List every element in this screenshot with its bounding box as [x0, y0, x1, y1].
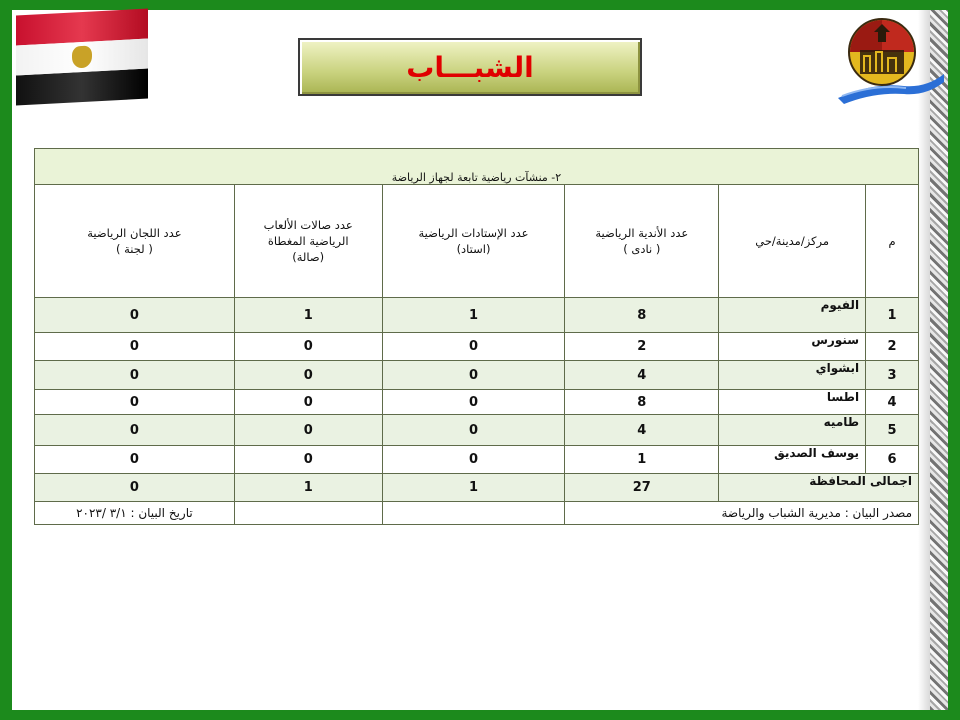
row-name: يوسف الصديق — [719, 446, 866, 474]
header-committees: عدد اللجان الرياضية ( لجنة ) — [35, 185, 235, 298]
total-halls: 1 — [234, 474, 382, 502]
row-index: 4 — [866, 390, 919, 415]
right-edge-shadow — [918, 10, 930, 710]
row-stadiums: 0 — [382, 446, 565, 474]
header-halls: عدد صالات الألعاب الرياضية المغطاة (صالة) — [234, 185, 382, 298]
table-header-row — [35, 185, 919, 298]
title-box — [298, 38, 642, 96]
row-index: 6 — [866, 446, 919, 474]
row-committees: 0 — [35, 390, 235, 415]
row-committees: 0 — [35, 415, 235, 446]
row-halls: 0 — [234, 415, 382, 446]
table-caption: ٢- منشآت رياضية تابعة لجهاز الرياضة — [35, 149, 919, 185]
row-halls: 1 — [234, 298, 382, 333]
row-clubs: 4 — [565, 361, 719, 390]
footer-row — [35, 502, 919, 525]
row-clubs: 2 — [565, 333, 719, 361]
data-source: مصدر البيان : مديرية الشباب والرياضة — [565, 502, 919, 525]
slide — [12, 10, 948, 710]
row-halls: 0 — [234, 446, 382, 474]
row-index: 2 — [866, 333, 919, 361]
data-date: تاريخ البيان : ٣/١ /٢٠٢٣ — [35, 502, 235, 525]
row-committees: 0 — [35, 298, 235, 333]
table-row — [35, 298, 919, 333]
row-clubs: 4 — [565, 415, 719, 446]
table-row — [35, 446, 919, 474]
row-committees: 0 — [35, 361, 235, 390]
total-committees: 0 — [35, 474, 235, 502]
row-halls: 0 — [234, 333, 382, 361]
total-clubs: 27 — [565, 474, 719, 502]
row-name: طاميه — [719, 415, 866, 446]
page-title: الشبـــاب — [406, 50, 534, 84]
chain-border-decoration — [930, 10, 948, 710]
row-halls: 0 — [234, 361, 382, 390]
row-name: الفيوم — [719, 298, 866, 333]
header-index: م — [866, 185, 919, 298]
row-name: اطسا — [719, 390, 866, 415]
footer-empty-cell — [234, 502, 382, 525]
table-row — [35, 333, 919, 361]
row-index: 1 — [866, 298, 919, 333]
row-stadiums: 0 — [382, 361, 565, 390]
row-clubs: 8 — [565, 390, 719, 415]
row-stadiums: 0 — [382, 333, 565, 361]
row-stadiums: 1 — [382, 298, 565, 333]
table-row — [35, 415, 919, 446]
footer-empty-cell — [382, 502, 565, 525]
row-index: 5 — [866, 415, 919, 446]
row-clubs: 8 — [565, 298, 719, 333]
row-stadiums: 0 — [382, 390, 565, 415]
table-caption-row — [35, 149, 919, 185]
row-name: ابشواي — [719, 361, 866, 390]
row-name: سنورس — [719, 333, 866, 361]
egypt-flag-icon — [16, 9, 148, 106]
header-stadiums: عدد الإستادات الرياضية (استاد) — [382, 185, 565, 298]
total-stadiums: 1 — [382, 474, 565, 502]
total-label: اجمالى المحافظة — [719, 474, 919, 502]
sports-facilities-table — [34, 148, 919, 525]
row-halls: 0 — [234, 390, 382, 415]
row-stadiums: 0 — [382, 415, 565, 446]
row-clubs: 1 — [565, 446, 719, 474]
total-row — [35, 474, 919, 502]
table-row — [35, 390, 919, 415]
header-center: مركز/مدينة/حي — [719, 185, 866, 298]
governorate-logo-icon — [834, 12, 946, 106]
row-committees: 0 — [35, 333, 235, 361]
table-row — [35, 361, 919, 390]
row-index: 3 — [866, 361, 919, 390]
row-committees: 0 — [35, 446, 235, 474]
header-clubs: عدد الأندية الرياضية ( نادى ) — [565, 185, 719, 298]
